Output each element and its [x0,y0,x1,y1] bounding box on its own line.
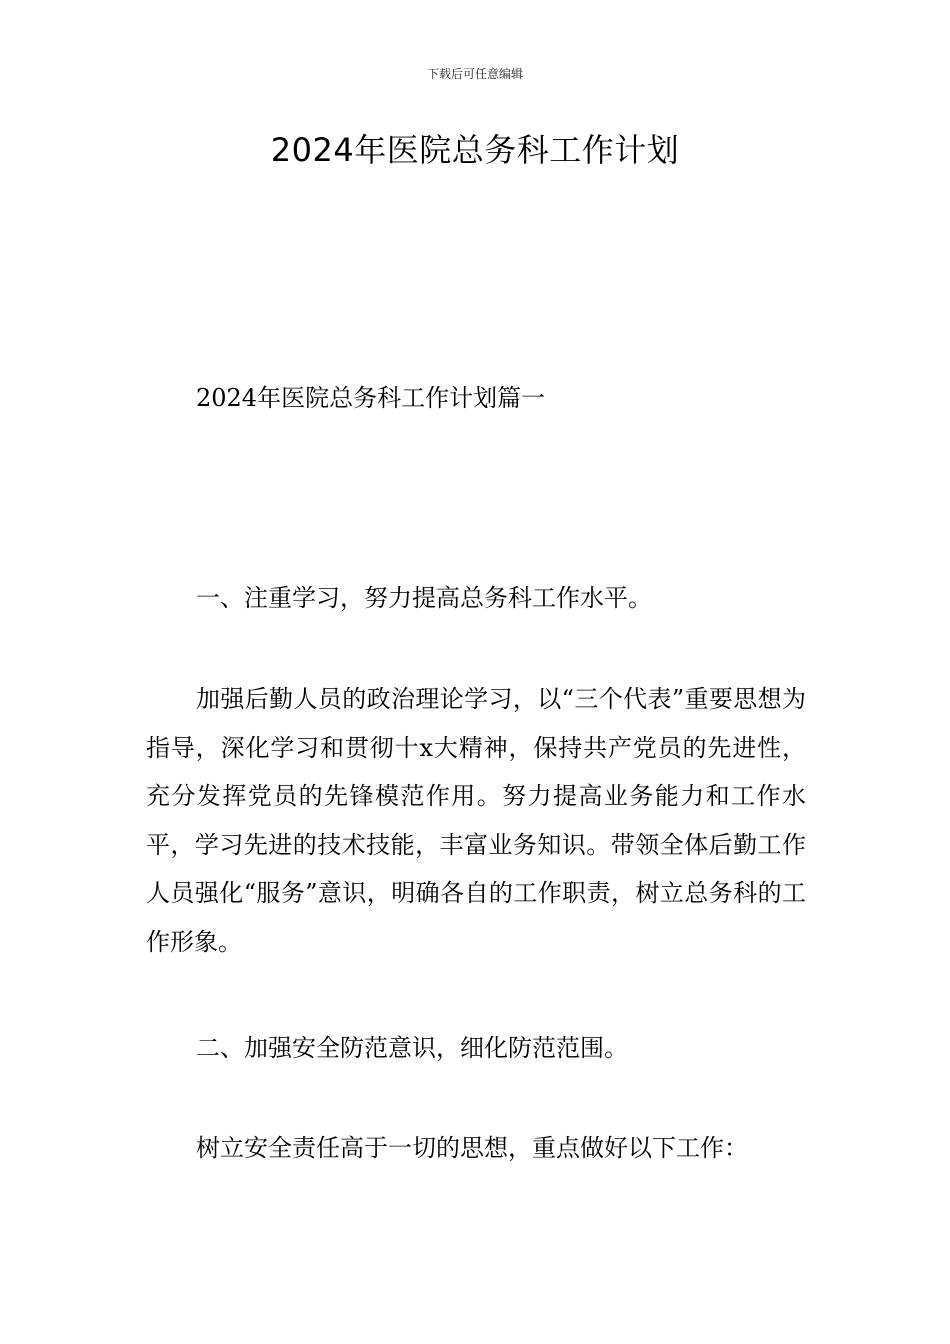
header-note: 下载后可任意编辑 [426,67,523,81]
document-title: 2024年医院总务科工作计划 [270,131,680,169]
section-paragraph-1: 加强后勤人员的政治理论学习，以“三个代表”重要思想为指导，深化学习和贯彻十x大精神，保持共产党员的先进性，充分发挥党员的先锋模范作用。努力提高业务能力和工作水平，学习先进的技术技能，丰富业务知识。带领全体后勤工作人员强化“服务”意识，明确各自的工作职责，树立总务科的工作形象。 [146,685,806,956]
section-paragraph-2: 树立安全责任高于一切的思想，重点做好以下工作： [196,1134,748,1162]
section-heading-1: 一、注重学习，努力提高总务科工作水平。 [196,584,652,612]
section-heading-2: 二、加强安全防范意识，细化防范范围。 [196,1034,628,1062]
document-subtitle: 2024年医院总务科工作计划篇一 [196,384,546,412]
